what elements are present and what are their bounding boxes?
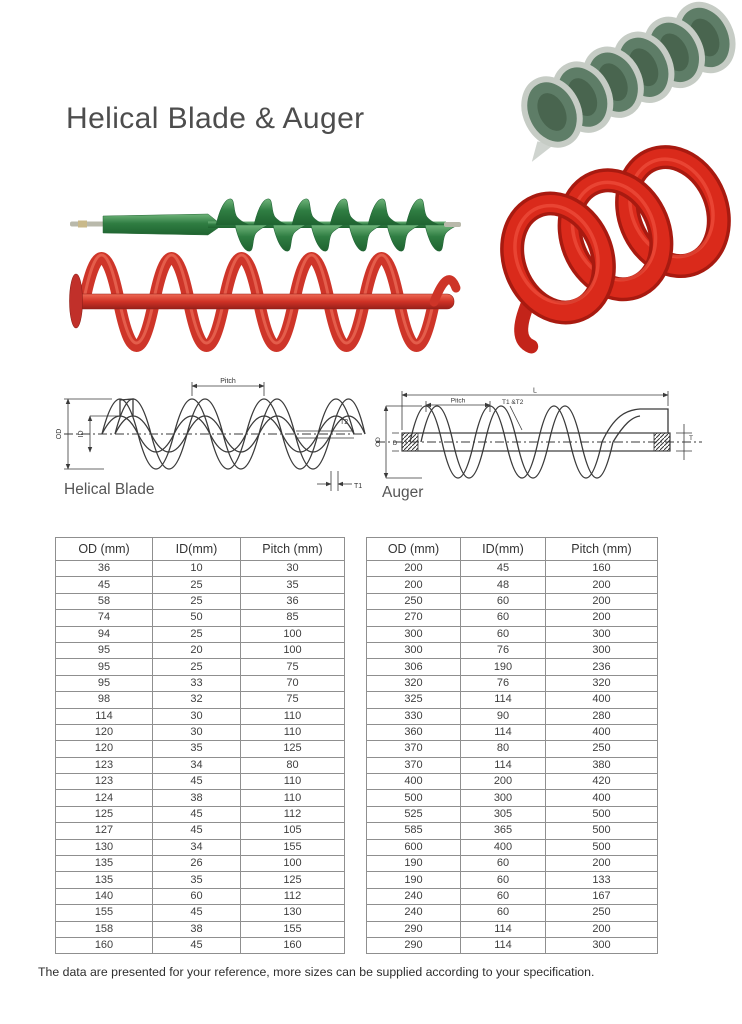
table-cell: 20 <box>153 642 241 658</box>
t2-label: T2 <box>340 419 349 426</box>
table-row <box>367 741 658 757</box>
table-row <box>367 806 658 822</box>
table-row <box>367 856 658 872</box>
table-cell: 85 <box>241 610 345 626</box>
footer-note: The data are presented for your reference, more sizes can be supplied according to your specification. <box>38 965 595 979</box>
table-cell: 124 <box>56 790 153 806</box>
table-row <box>56 921 345 937</box>
table-row <box>56 774 345 790</box>
table-cell: 240 <box>367 905 461 921</box>
table-cell: 200 <box>546 921 658 937</box>
table-cell: 123 <box>56 774 153 790</box>
table-row <box>367 642 658 658</box>
table-cell: 585 <box>367 823 461 839</box>
table-cell: 94 <box>56 626 153 642</box>
table-cell: 600 <box>367 839 461 855</box>
table-row <box>367 593 658 609</box>
table-cell: 34 <box>153 757 241 773</box>
table-cell: 120 <box>56 741 153 757</box>
table-cell: 420 <box>546 774 658 790</box>
table-cell: 38 <box>153 790 241 806</box>
table-row <box>367 905 658 921</box>
table-cell: 135 <box>56 856 153 872</box>
table-row <box>56 659 345 675</box>
table-cell: 305 <box>461 806 546 822</box>
table-cell: 155 <box>241 839 345 855</box>
table-cell: 300 <box>546 626 658 642</box>
auger-pitch-label: Pitch <box>450 397 466 405</box>
table-cell: 240 <box>367 888 461 904</box>
page-title: Helical Blade & Auger <box>66 102 365 135</box>
table-cell: 60 <box>461 888 546 904</box>
table-cell: 35 <box>153 872 241 888</box>
table-cell: 123 <box>56 757 153 773</box>
table-row <box>367 839 658 855</box>
od-label: OD <box>56 428 63 440</box>
table-cell: 50 <box>153 610 241 626</box>
table-row <box>56 839 345 855</box>
table-cell: 76 <box>461 675 546 691</box>
table-cell: 38 <box>153 921 241 937</box>
table-cell: 60 <box>153 888 241 904</box>
table-cell: 200 <box>546 610 658 626</box>
table-cell: 98 <box>56 692 153 708</box>
table-cell: 500 <box>367 790 461 806</box>
table-cell: 236 <box>546 659 658 675</box>
table-cell: 200 <box>546 856 658 872</box>
auger-caption: Auger <box>382 484 424 501</box>
table-cell: 130 <box>241 905 345 921</box>
table-row <box>56 757 345 773</box>
table-cell: 380 <box>546 757 658 773</box>
table-row <box>367 888 658 904</box>
table-cell: 400 <box>367 774 461 790</box>
table-cell: 114 <box>461 921 546 937</box>
table-cell: 365 <box>461 823 546 839</box>
table-cell: 400 <box>546 692 658 708</box>
table-cell: 36 <box>56 561 153 577</box>
table-cell: 133 <box>546 872 658 888</box>
table-cell: 125 <box>241 872 345 888</box>
table-cell: 330 <box>367 708 461 724</box>
table-row <box>56 642 345 658</box>
table-row <box>56 724 345 740</box>
id-label: ID <box>78 430 85 438</box>
table-cell: 320 <box>367 675 461 691</box>
table-cell: 45 <box>56 577 153 593</box>
table-cell: 127 <box>56 823 153 839</box>
table-cell: 200 <box>461 774 546 790</box>
table-cell: 26 <box>153 856 241 872</box>
table-row <box>56 675 345 691</box>
table-cell: 105 <box>241 823 345 839</box>
table-row <box>56 577 345 593</box>
green-coil-photo <box>501 0 742 162</box>
col-id: ID(mm) <box>461 538 546 561</box>
table-row <box>367 937 658 953</box>
table-cell: 400 <box>461 839 546 855</box>
table-cell: 270 <box>367 610 461 626</box>
table-cell: 25 <box>153 626 241 642</box>
table-row <box>367 757 658 773</box>
table-cell: 100 <box>241 856 345 872</box>
helical-blade-diagram <box>34 376 366 494</box>
table-cell: 325 <box>367 692 461 708</box>
table-cell: 45 <box>153 823 241 839</box>
table-cell: 500 <box>546 806 658 822</box>
table-row <box>56 593 345 609</box>
length-label: L <box>533 387 537 395</box>
table-cell: 25 <box>153 577 241 593</box>
table-cell: 114 <box>461 757 546 773</box>
table-cell: 114 <box>461 937 546 953</box>
table-row <box>56 856 345 872</box>
table-cell: 155 <box>56 905 153 921</box>
table-row <box>367 790 658 806</box>
table-cell: 10 <box>153 561 241 577</box>
table-cell: 35 <box>153 741 241 757</box>
auger-diagram <box>372 386 704 494</box>
table-cell: 280 <box>546 708 658 724</box>
table-cell: 300 <box>546 642 658 658</box>
table-cell: 45 <box>153 937 241 953</box>
auger-size-table <box>366 537 658 954</box>
table-cell: 35 <box>241 577 345 593</box>
table-row <box>56 790 345 806</box>
table-cell: 112 <box>241 806 345 822</box>
table-cell: 114 <box>461 692 546 708</box>
table-cell: 60 <box>461 872 546 888</box>
auger-od-label: OD <box>375 437 382 447</box>
table-cell: 80 <box>461 741 546 757</box>
table-cell: 45 <box>153 806 241 822</box>
table-cell: 250 <box>546 905 658 921</box>
table-row <box>367 708 658 724</box>
table-row <box>56 905 345 921</box>
table-cell: 110 <box>241 724 345 740</box>
col-pitch: Pitch (mm) <box>241 538 345 561</box>
table-row <box>367 774 658 790</box>
table-row <box>56 937 345 953</box>
table-cell: 114 <box>56 708 153 724</box>
table-header-row <box>367 538 658 561</box>
col-od: OD (mm) <box>367 538 461 561</box>
table-cell: 33 <box>153 675 241 691</box>
table-row <box>56 561 345 577</box>
table-cell: 200 <box>367 561 461 577</box>
table-cell: 60 <box>461 593 546 609</box>
table-header-row <box>56 538 345 561</box>
red-auger-photo <box>56 244 468 364</box>
table-cell: 200 <box>367 577 461 593</box>
table-cell: 45 <box>153 774 241 790</box>
helical-blade-caption: Helical Blade <box>64 481 155 498</box>
table-cell: 160 <box>546 561 658 577</box>
table-cell: 45 <box>461 561 546 577</box>
table-cell: 95 <box>56 642 153 658</box>
table-row <box>367 626 658 642</box>
pitch-label: Pitch <box>220 378 236 385</box>
table-cell: 125 <box>56 806 153 822</box>
table-cell: 200 <box>546 593 658 609</box>
table-cell: 60 <box>461 856 546 872</box>
table-row <box>56 708 345 724</box>
table-cell: 34 <box>153 839 241 855</box>
table-cell: 155 <box>241 921 345 937</box>
table-cell: 25 <box>153 593 241 609</box>
helical-blade-size-table <box>55 537 345 954</box>
red-coil-photo <box>486 143 741 348</box>
table-row <box>367 610 658 626</box>
table-cell: 525 <box>367 806 461 822</box>
table-cell: 360 <box>367 724 461 740</box>
table-cell: 300 <box>367 626 461 642</box>
table-cell: 290 <box>367 921 461 937</box>
table-row <box>56 872 345 888</box>
table-cell: 400 <box>546 724 658 740</box>
table-cell: 110 <box>241 774 345 790</box>
col-pitch: Pitch (mm) <box>546 538 658 561</box>
table-cell: 125 <box>241 741 345 757</box>
table-cell: 100 <box>241 642 345 658</box>
table-row <box>367 872 658 888</box>
table-cell: 32 <box>153 692 241 708</box>
col-od: OD (mm) <box>56 538 153 561</box>
table-row <box>56 610 345 626</box>
table-cell: 95 <box>56 659 153 675</box>
table-cell: 58 <box>56 593 153 609</box>
table-row <box>367 921 658 937</box>
table-cell: 190 <box>367 856 461 872</box>
table-cell: 300 <box>367 642 461 658</box>
table-cell: 200 <box>546 577 658 593</box>
table-cell: 290 <box>367 937 461 953</box>
table-cell: 370 <box>367 741 461 757</box>
table-cell: 80 <box>241 757 345 773</box>
table-cell: 160 <box>241 937 345 953</box>
table-cell: 76 <box>461 642 546 658</box>
table-cell: 60 <box>461 905 546 921</box>
table-cell: 45 <box>153 905 241 921</box>
t1t2-label: T1 &T2 <box>502 399 524 406</box>
table-cell: 110 <box>241 708 345 724</box>
table-cell: 158 <box>56 921 153 937</box>
table-cell: 114 <box>461 724 546 740</box>
table-row <box>56 806 345 822</box>
table-row <box>367 659 658 675</box>
table-row <box>367 577 658 593</box>
table-cell: 48 <box>461 577 546 593</box>
table-cell: 500 <box>546 839 658 855</box>
table-cell: 130 <box>56 839 153 855</box>
table-cell: 30 <box>241 561 345 577</box>
table-cell: 60 <box>461 610 546 626</box>
table-cell: 75 <box>241 692 345 708</box>
table-cell: 160 <box>56 937 153 953</box>
col-id: ID(mm) <box>153 538 241 561</box>
table-cell: 60 <box>461 626 546 642</box>
table-row <box>367 675 658 691</box>
table-cell: 100 <box>241 626 345 642</box>
table-cell: 320 <box>546 675 658 691</box>
table-row <box>367 823 658 839</box>
table-cell: 250 <box>367 593 461 609</box>
table-row <box>56 823 345 839</box>
d-label: D <box>392 441 398 447</box>
table-cell: 70 <box>241 675 345 691</box>
table-cell: 135 <box>56 872 153 888</box>
table-row <box>367 561 658 577</box>
table-cell: 140 <box>56 888 153 904</box>
table-cell: 167 <box>546 888 658 904</box>
table-cell: 30 <box>153 724 241 740</box>
t-label: T <box>689 435 693 442</box>
table-cell: 95 <box>56 675 153 691</box>
table-cell: 190 <box>367 872 461 888</box>
table-row <box>367 724 658 740</box>
table-row <box>367 692 658 708</box>
table-cell: 36 <box>241 593 345 609</box>
table-cell: 306 <box>367 659 461 675</box>
table-cell: 370 <box>367 757 461 773</box>
table-row <box>56 626 345 642</box>
table-cell: 25 <box>153 659 241 675</box>
table-cell: 250 <box>546 741 658 757</box>
table-cell: 120 <box>56 724 153 740</box>
coil-photos <box>486 0 742 368</box>
table-cell: 300 <box>461 790 546 806</box>
table-cell: 112 <box>241 888 345 904</box>
table-cell: 30 <box>153 708 241 724</box>
table-cell: 110 <box>241 790 345 806</box>
table-cell: 500 <box>546 823 658 839</box>
table-cell: 75 <box>241 659 345 675</box>
table-cell: 190 <box>461 659 546 675</box>
table-cell: 400 <box>546 790 658 806</box>
table-cell: 300 <box>546 937 658 953</box>
table-row <box>56 888 345 904</box>
table-row <box>56 741 345 757</box>
t1-label: T1 <box>354 483 363 490</box>
table-row <box>56 692 345 708</box>
table-cell: 90 <box>461 708 546 724</box>
table-cell: 74 <box>56 610 153 626</box>
